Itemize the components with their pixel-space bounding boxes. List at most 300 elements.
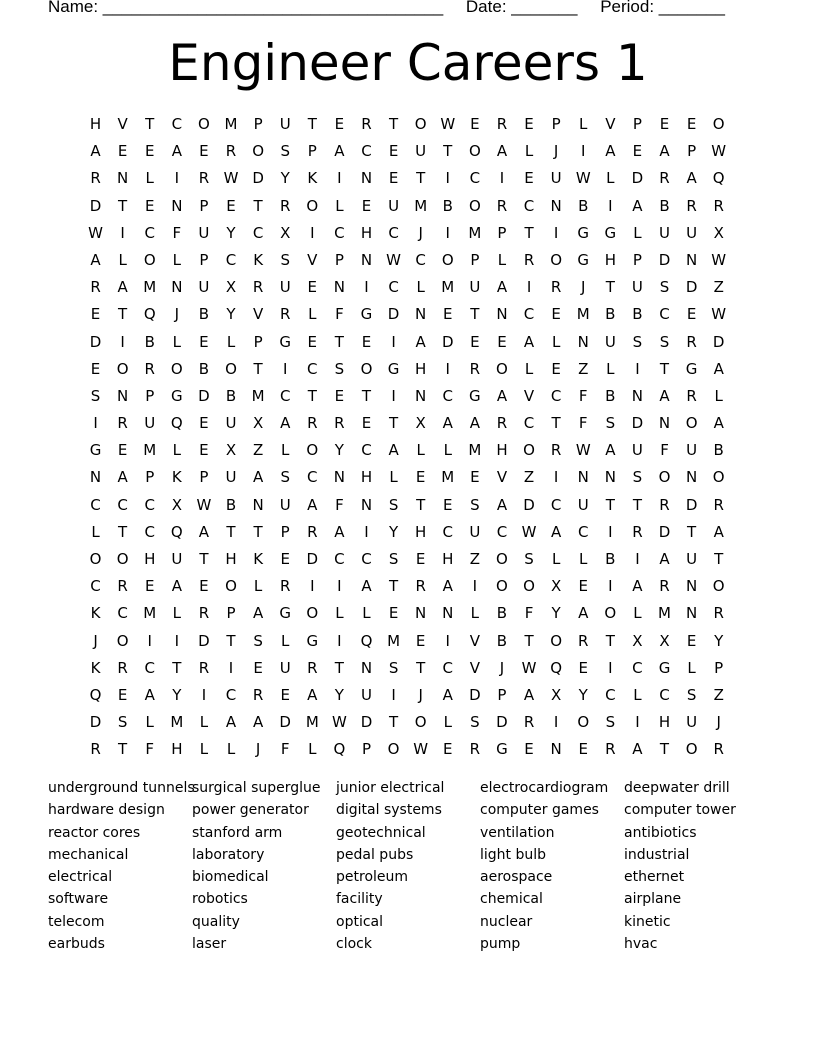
grid-letter[interactable]: T	[687, 522, 697, 541]
grid-letter[interactable]: T	[226, 631, 236, 650]
grid-letter[interactable]: N	[117, 169, 129, 188]
grid-letter[interactable]: D	[279, 713, 291, 732]
grid-letter[interactable]: I	[147, 631, 152, 650]
grid-letter[interactable]: S	[659, 332, 670, 351]
grid-letter[interactable]: I	[581, 142, 586, 161]
grid-letter[interactable]: D	[658, 522, 671, 541]
grid-letter[interactable]: A	[171, 142, 182, 161]
grid-letter[interactable]: I	[635, 359, 640, 378]
grid-letter[interactable]: Q	[89, 685, 102, 704]
grid-letter[interactable]: C	[171, 115, 183, 133]
grid-letter[interactable]: E	[415, 631, 426, 650]
grid-letter[interactable]: E	[117, 441, 128, 460]
grid-letter[interactable]: B	[225, 386, 237, 405]
grid-letter[interactable]: I	[391, 332, 396, 351]
grid-letter[interactable]: R	[90, 740, 101, 759]
grid-letter[interactable]: D	[89, 713, 102, 732]
grid-letter[interactable]: I	[337, 577, 342, 596]
grid-letter[interactable]: F	[172, 223, 182, 242]
grid-letter[interactable]: C	[577, 522, 589, 541]
grid-letter[interactable]: M	[576, 305, 590, 324]
grid-letter[interactable]: O	[116, 359, 129, 378]
grid-letter[interactable]: P	[551, 115, 561, 133]
grid-letter[interactable]: I	[445, 169, 450, 188]
grid-letter[interactable]: Y	[578, 685, 588, 704]
grid-letter[interactable]: L	[714, 386, 723, 405]
grid-letter[interactable]: T	[416, 495, 426, 514]
grid-letter[interactable]: A	[252, 713, 264, 732]
grid-letter[interactable]: S	[632, 468, 643, 487]
grid-letter[interactable]: J	[174, 305, 180, 324]
grid-letter[interactable]: C	[550, 495, 562, 514]
grid-letter[interactable]: I	[608, 658, 613, 677]
grid-letter[interactable]: L	[118, 250, 127, 269]
grid-letter[interactable]: E	[199, 577, 209, 596]
grid-letter[interactable]: T	[416, 658, 426, 677]
grid-letter[interactable]: J	[418, 685, 423, 704]
grid-letter[interactable]: D	[685, 495, 698, 514]
grid-letter[interactable]: A	[442, 577, 453, 596]
grid-letter[interactable]: E	[199, 414, 209, 433]
grid-letter[interactable]: P	[470, 250, 480, 269]
grid-letter[interactable]: R	[361, 115, 372, 133]
grid-letter[interactable]: W	[440, 115, 456, 133]
grid-letter[interactable]: J	[499, 658, 505, 677]
grid-letter[interactable]: N	[415, 604, 427, 623]
grid-letter[interactable]: E	[144, 196, 155, 215]
grid-letter[interactable]: B	[605, 386, 616, 405]
grid-letter[interactable]: W	[331, 713, 347, 732]
grid-letter[interactable]: N	[685, 250, 698, 269]
grid-letter[interactable]: E	[361, 196, 372, 215]
grid-letter[interactable]: O	[414, 115, 427, 133]
grid-letter[interactable]: O	[468, 142, 481, 161]
grid-letter[interactable]: E	[524, 115, 534, 133]
grid-letter[interactable]: O	[225, 577, 237, 596]
grid-letter[interactable]: D	[89, 196, 102, 215]
grid-letter[interactable]: C	[605, 685, 616, 704]
grid-letter[interactable]: C	[659, 685, 670, 704]
grid-letter[interactable]: N	[117, 386, 129, 405]
grid-letter[interactable]: C	[307, 468, 318, 487]
grid-letter[interactable]: T	[307, 386, 317, 405]
grid-letter[interactable]: A	[632, 196, 643, 215]
grid-letter[interactable]: B	[198, 305, 210, 324]
grid-letter[interactable]: U	[225, 414, 237, 433]
grid-letter[interactable]: N	[604, 468, 616, 487]
grid-letter[interactable]: S	[388, 495, 399, 514]
grid-letter[interactable]: E	[686, 115, 697, 133]
grid-letter[interactable]: D	[198, 386, 210, 405]
grid-letter[interactable]: S	[470, 495, 480, 514]
grid-letter[interactable]: A	[117, 468, 128, 487]
grid-letter[interactable]: X	[225, 278, 237, 297]
grid-letter[interactable]: D	[712, 332, 725, 351]
grid-letter[interactable]: P	[632, 250, 642, 269]
grid-letter[interactable]: T	[199, 550, 209, 568]
grid-letter[interactable]: E	[686, 305, 697, 324]
grid-letter[interactable]: C	[144, 658, 155, 677]
grid-letter[interactable]: I	[228, 658, 234, 677]
grid-letter[interactable]: U	[469, 522, 481, 541]
grid-letter[interactable]: I	[635, 550, 640, 568]
grid-letter[interactable]: J	[553, 142, 559, 161]
grid-letter[interactable]: W	[386, 250, 401, 269]
grid-letter[interactable]: L	[362, 604, 371, 623]
grid-letter[interactable]: C	[442, 386, 453, 405]
grid-letter[interactable]: O	[89, 550, 102, 568]
grid-letter[interactable]: D	[469, 685, 481, 704]
grid-letter[interactable]: R	[578, 631, 589, 650]
grid-letter[interactable]: J	[581, 278, 586, 297]
grid-letter[interactable]: X	[415, 414, 426, 433]
grid-letter[interactable]: R	[713, 604, 724, 623]
grid-letter[interactable]: L	[497, 250, 507, 269]
grid-letter[interactable]: L	[416, 278, 425, 297]
grid-letter[interactable]: W	[575, 441, 591, 460]
grid-letter[interactable]: L	[551, 550, 561, 568]
grid-letter[interactable]: Y	[551, 604, 561, 623]
grid-letter[interactable]: X	[252, 414, 264, 433]
grid-letter[interactable]: O	[170, 359, 183, 378]
grid-letter[interactable]: T	[714, 550, 724, 568]
grid-letter[interactable]: O	[116, 550, 129, 568]
grid-letter[interactable]: B	[225, 495, 237, 514]
grid-letter[interactable]: A	[713, 359, 724, 378]
grid-letter[interactable]: L	[335, 196, 344, 215]
grid-letter[interactable]: I	[472, 577, 478, 596]
grid-letter[interactable]: A	[632, 740, 643, 759]
grid-letter[interactable]: V	[469, 658, 480, 677]
grid-letter[interactable]: N	[442, 604, 454, 623]
grid-letter[interactable]: S	[659, 278, 670, 297]
grid-letter[interactable]: W	[223, 169, 239, 188]
grid-letter[interactable]: E	[443, 740, 453, 759]
grid-letter[interactable]: O	[360, 359, 373, 378]
grid-letter[interactable]: E	[415, 550, 426, 568]
grid-letter[interactable]: L	[91, 522, 100, 541]
grid-letter[interactable]: O	[550, 250, 563, 269]
grid-letter[interactable]: O	[306, 604, 319, 623]
grid-letter[interactable]: O	[658, 468, 671, 487]
grid-letter[interactable]: A	[713, 522, 724, 541]
grid-letter[interactable]: J	[93, 631, 98, 650]
grid-letter[interactable]: P	[199, 468, 209, 487]
grid-letter[interactable]: U	[469, 278, 481, 297]
grid-letter[interactable]: A	[632, 577, 643, 596]
grid-letter[interactable]: E	[497, 332, 507, 351]
grid-letter[interactable]: E	[388, 604, 399, 623]
grid-letter[interactable]: A	[442, 414, 453, 433]
grid-letter[interactable]: E	[280, 550, 290, 568]
grid-letter[interactable]: L	[633, 223, 642, 242]
grid-letter[interactable]: V	[605, 115, 616, 133]
grid-letter[interactable]: F	[578, 386, 588, 405]
grid-letter[interactable]: K	[90, 604, 101, 623]
grid-letter[interactable]: I	[608, 522, 613, 541]
grid-letter[interactable]: M	[305, 713, 319, 732]
grid-letter[interactable]: Y	[388, 522, 399, 541]
grid-letter[interactable]: R	[605, 740, 616, 759]
grid-letter[interactable]: O	[685, 740, 698, 759]
grid-letter[interactable]: R	[496, 196, 508, 215]
grid-letter[interactable]: R	[117, 414, 128, 433]
grid-letter[interactable]: C	[523, 414, 535, 433]
grid-letter[interactable]: I	[553, 468, 559, 487]
grid-letter[interactable]: D	[198, 631, 210, 650]
grid-letter[interactable]: U	[171, 550, 183, 568]
grid-letter[interactable]: R	[252, 685, 264, 704]
grid-letter[interactable]: D	[523, 495, 535, 514]
grid-letter[interactable]: S	[280, 142, 290, 161]
grid-letter[interactable]: Q	[333, 740, 346, 759]
grid-letter[interactable]: T	[118, 305, 128, 324]
grid-letter[interactable]: Q	[170, 414, 183, 433]
grid-letter[interactable]: A	[90, 142, 101, 161]
grid-letter[interactable]: H	[171, 740, 183, 759]
grid-letter[interactable]: H	[415, 359, 427, 378]
grid-letter[interactable]: R	[523, 713, 535, 732]
period-field-label[interactable]: Period: _______	[600, 0, 725, 16]
grid-letter[interactable]: I	[364, 278, 369, 297]
grid-letter[interactable]: B	[198, 359, 210, 378]
grid-letter[interactable]: A	[252, 604, 264, 623]
grid-letter[interactable]: R	[550, 441, 562, 460]
grid-letter[interactable]: E	[199, 441, 209, 460]
grid-letter[interactable]: A	[496, 386, 508, 405]
grid-letter[interactable]: N	[360, 658, 373, 677]
grid-letter[interactable]: T	[605, 495, 615, 514]
grid-letter[interactable]: E	[90, 305, 101, 324]
grid-letter[interactable]: R	[90, 278, 101, 297]
grid-letter[interactable]: C	[279, 386, 291, 405]
grid-letter[interactable]: K	[90, 658, 101, 677]
grid-letter[interactable]: A	[171, 577, 182, 596]
grid-letter[interactable]: A	[713, 414, 724, 433]
grid-letter[interactable]: E	[253, 658, 263, 677]
grid-letter[interactable]: A	[117, 278, 128, 297]
grid-letter[interactable]: L	[281, 631, 290, 650]
grid-letter[interactable]: R	[469, 359, 481, 378]
grid-letter[interactable]: Z	[578, 359, 589, 378]
grid-letter[interactable]: A	[307, 685, 318, 704]
grid-letter[interactable]: E	[90, 359, 101, 378]
grid-letter[interactable]: X	[632, 631, 643, 650]
grid-letter[interactable]: D	[306, 550, 319, 568]
grid-letter[interactable]: G	[685, 359, 698, 378]
grid-letter[interactable]: L	[687, 658, 696, 677]
grid-letter[interactable]: T	[551, 414, 561, 433]
grid-letter[interactable]: N	[658, 414, 671, 433]
grid-letter[interactable]: N	[89, 468, 102, 487]
grid-letter[interactable]: T	[388, 577, 399, 596]
grid-letter[interactable]: T	[253, 196, 263, 215]
grid-letter[interactable]: L	[579, 550, 588, 568]
grid-letter[interactable]: R	[144, 359, 155, 378]
grid-letter[interactable]: F	[280, 740, 290, 759]
grid-letter[interactable]: L	[226, 332, 236, 351]
grid-letter[interactable]: I	[310, 223, 315, 242]
grid-letter[interactable]: E	[144, 577, 155, 596]
grid-letter[interactable]: P	[497, 685, 507, 704]
grid-letter[interactable]: C	[90, 577, 101, 596]
grid-letter[interactable]: C	[442, 522, 453, 541]
grid-letter[interactable]: U	[686, 550, 698, 568]
grid-letter[interactable]: I	[635, 713, 640, 732]
grid-letter[interactable]: T	[172, 658, 182, 677]
grid-letter[interactable]: R	[713, 740, 724, 759]
grid-letter[interactable]: A	[252, 468, 264, 487]
grid-letter[interactable]: V	[252, 305, 264, 324]
grid-letter[interactable]: R	[686, 332, 697, 351]
grid-letter[interactable]: L	[470, 604, 480, 623]
grid-letter[interactable]: I	[391, 386, 396, 405]
grid-letter[interactable]: T	[118, 196, 128, 215]
grid-letter[interactable]: D	[89, 332, 102, 351]
grid-letter[interactable]: C	[632, 658, 643, 677]
grid-letter[interactable]: I	[282, 359, 288, 378]
grid-letter[interactable]: L	[524, 359, 534, 378]
grid-letter[interactable]: A	[551, 522, 562, 541]
grid-letter[interactable]: H	[360, 468, 373, 487]
grid-letter[interactable]: C	[144, 522, 155, 541]
grid-letter[interactable]: Y	[226, 223, 236, 242]
grid-letter[interactable]: C	[550, 386, 562, 405]
grid-letter[interactable]: I	[608, 577, 613, 596]
grid-letter[interactable]: O	[198, 115, 210, 133]
grid-letter[interactable]: P	[632, 115, 642, 133]
grid-letter[interactable]: E	[388, 169, 399, 188]
grid-letter[interactable]: W	[575, 169, 591, 188]
grid-letter[interactable]: Z	[252, 441, 264, 460]
grid-letter[interactable]: I	[526, 278, 532, 297]
date-field-label[interactable]: Date: _______	[465, 0, 578, 16]
grid-letter[interactable]: U	[279, 658, 291, 677]
grid-letter[interactable]: G	[387, 359, 400, 378]
grid-letter[interactable]: E	[470, 332, 480, 351]
grid-letter[interactable]: U	[388, 196, 400, 215]
grid-letter[interactable]: H	[496, 441, 508, 460]
grid-letter[interactable]: H	[89, 115, 102, 133]
grid-letter[interactable]: K	[171, 468, 182, 487]
grid-letter[interactable]: M	[468, 223, 482, 242]
grid-letter[interactable]: E	[551, 305, 561, 324]
grid-letter[interactable]: L	[606, 169, 615, 188]
grid-letter[interactable]: A	[388, 441, 399, 460]
grid-letter[interactable]: D	[252, 169, 264, 188]
grid-letter[interactable]: G	[360, 305, 373, 324]
grid-letter[interactable]: G	[604, 223, 617, 242]
grid-letter[interactable]: I	[310, 577, 315, 596]
grid-letter[interactable]: M	[224, 115, 238, 133]
grid-letter[interactable]: A	[605, 142, 616, 161]
grid-letter[interactable]: E	[578, 740, 588, 759]
grid-letter[interactable]: U	[360, 685, 372, 704]
grid-letter[interactable]: U	[659, 223, 670, 242]
grid-letter[interactable]: D	[631, 169, 644, 188]
grid-letter[interactable]: E	[334, 386, 345, 405]
grid-letter[interactable]: X	[551, 685, 562, 704]
grid-letter[interactable]: A	[496, 142, 508, 161]
grid-letter[interactable]: X	[659, 631, 670, 650]
grid-letter[interactable]: R	[713, 196, 724, 215]
grid-letter[interactable]: L	[253, 577, 263, 596]
grid-letter[interactable]: R	[307, 658, 318, 677]
grid-letter[interactable]: E	[117, 685, 128, 704]
grid-letter[interactable]: C	[361, 441, 372, 460]
grid-letter[interactable]: F	[524, 604, 534, 623]
grid-letter[interactable]: T	[524, 223, 534, 242]
grid-letter[interactable]: R	[198, 169, 210, 188]
grid-letter[interactable]: H	[604, 250, 616, 269]
grid-letter[interactable]: C	[361, 142, 372, 161]
grid-letter[interactable]: R	[659, 169, 670, 188]
grid-letter[interactable]: A	[334, 522, 345, 541]
grid-letter[interactable]: D	[360, 713, 373, 732]
grid-letter[interactable]: A	[415, 332, 426, 351]
grid-letter[interactable]: C	[252, 223, 264, 242]
grid-letter[interactable]: A	[523, 332, 535, 351]
grid-letter[interactable]: I	[93, 414, 98, 433]
grid-letter[interactable]: O	[550, 631, 563, 650]
grid-letter[interactable]: J	[716, 713, 721, 732]
grid-letter[interactable]: A	[578, 604, 589, 623]
grid-letter[interactable]: E	[578, 658, 588, 677]
grid-letter[interactable]: E	[659, 115, 670, 133]
grid-letter[interactable]: A	[361, 577, 372, 596]
grid-letter[interactable]: B	[605, 305, 616, 324]
grid-letter[interactable]: G	[89, 441, 102, 460]
grid-letter[interactable]: N	[360, 169, 373, 188]
grid-letter[interactable]: N	[171, 196, 183, 215]
grid-letter[interactable]: T	[334, 658, 344, 677]
grid-letter[interactable]: Z	[469, 550, 480, 568]
grid-letter[interactable]: M	[658, 604, 671, 623]
grid-letter[interactable]: M	[143, 441, 157, 460]
grid-letter[interactable]: V	[523, 386, 535, 405]
grid-letter[interactable]: I	[499, 169, 505, 188]
grid-letter[interactable]: D	[631, 414, 644, 433]
grid-letter[interactable]: H	[360, 223, 373, 242]
grid-letter[interactable]: E	[361, 332, 372, 351]
grid-letter[interactable]: I	[337, 169, 342, 188]
grid-letter[interactable]: C	[334, 223, 345, 242]
grid-letter[interactable]: P	[497, 223, 507, 242]
grid-letter[interactable]: H	[144, 550, 156, 568]
grid-letter[interactable]: O	[468, 196, 481, 215]
grid-letter[interactable]: N	[415, 305, 427, 324]
grid-letter[interactable]: S	[605, 414, 616, 433]
grid-letter[interactable]: L	[308, 305, 317, 324]
grid-letter[interactable]: U	[225, 468, 237, 487]
grid-letter[interactable]: E	[443, 495, 453, 514]
grid-letter[interactable]: L	[551, 332, 561, 351]
grid-letter[interactable]: T	[416, 169, 426, 188]
grid-letter[interactable]: I	[445, 223, 450, 242]
grid-letter[interactable]: U	[279, 278, 291, 297]
grid-letter[interactable]: S	[686, 685, 697, 704]
grid-letter[interactable]: L	[308, 740, 317, 759]
grid-letter[interactable]: N	[360, 495, 373, 514]
grid-letter[interactable]: B	[659, 196, 670, 215]
grid-letter[interactable]: R	[307, 522, 318, 541]
grid-letter[interactable]: L	[199, 713, 209, 732]
grid-letter[interactable]: C	[117, 604, 128, 623]
grid-letter[interactable]: B	[442, 196, 453, 215]
grid-letter[interactable]: H	[442, 550, 454, 568]
grid-letter[interactable]: I	[364, 522, 369, 541]
grid-letter[interactable]: M	[387, 631, 401, 650]
